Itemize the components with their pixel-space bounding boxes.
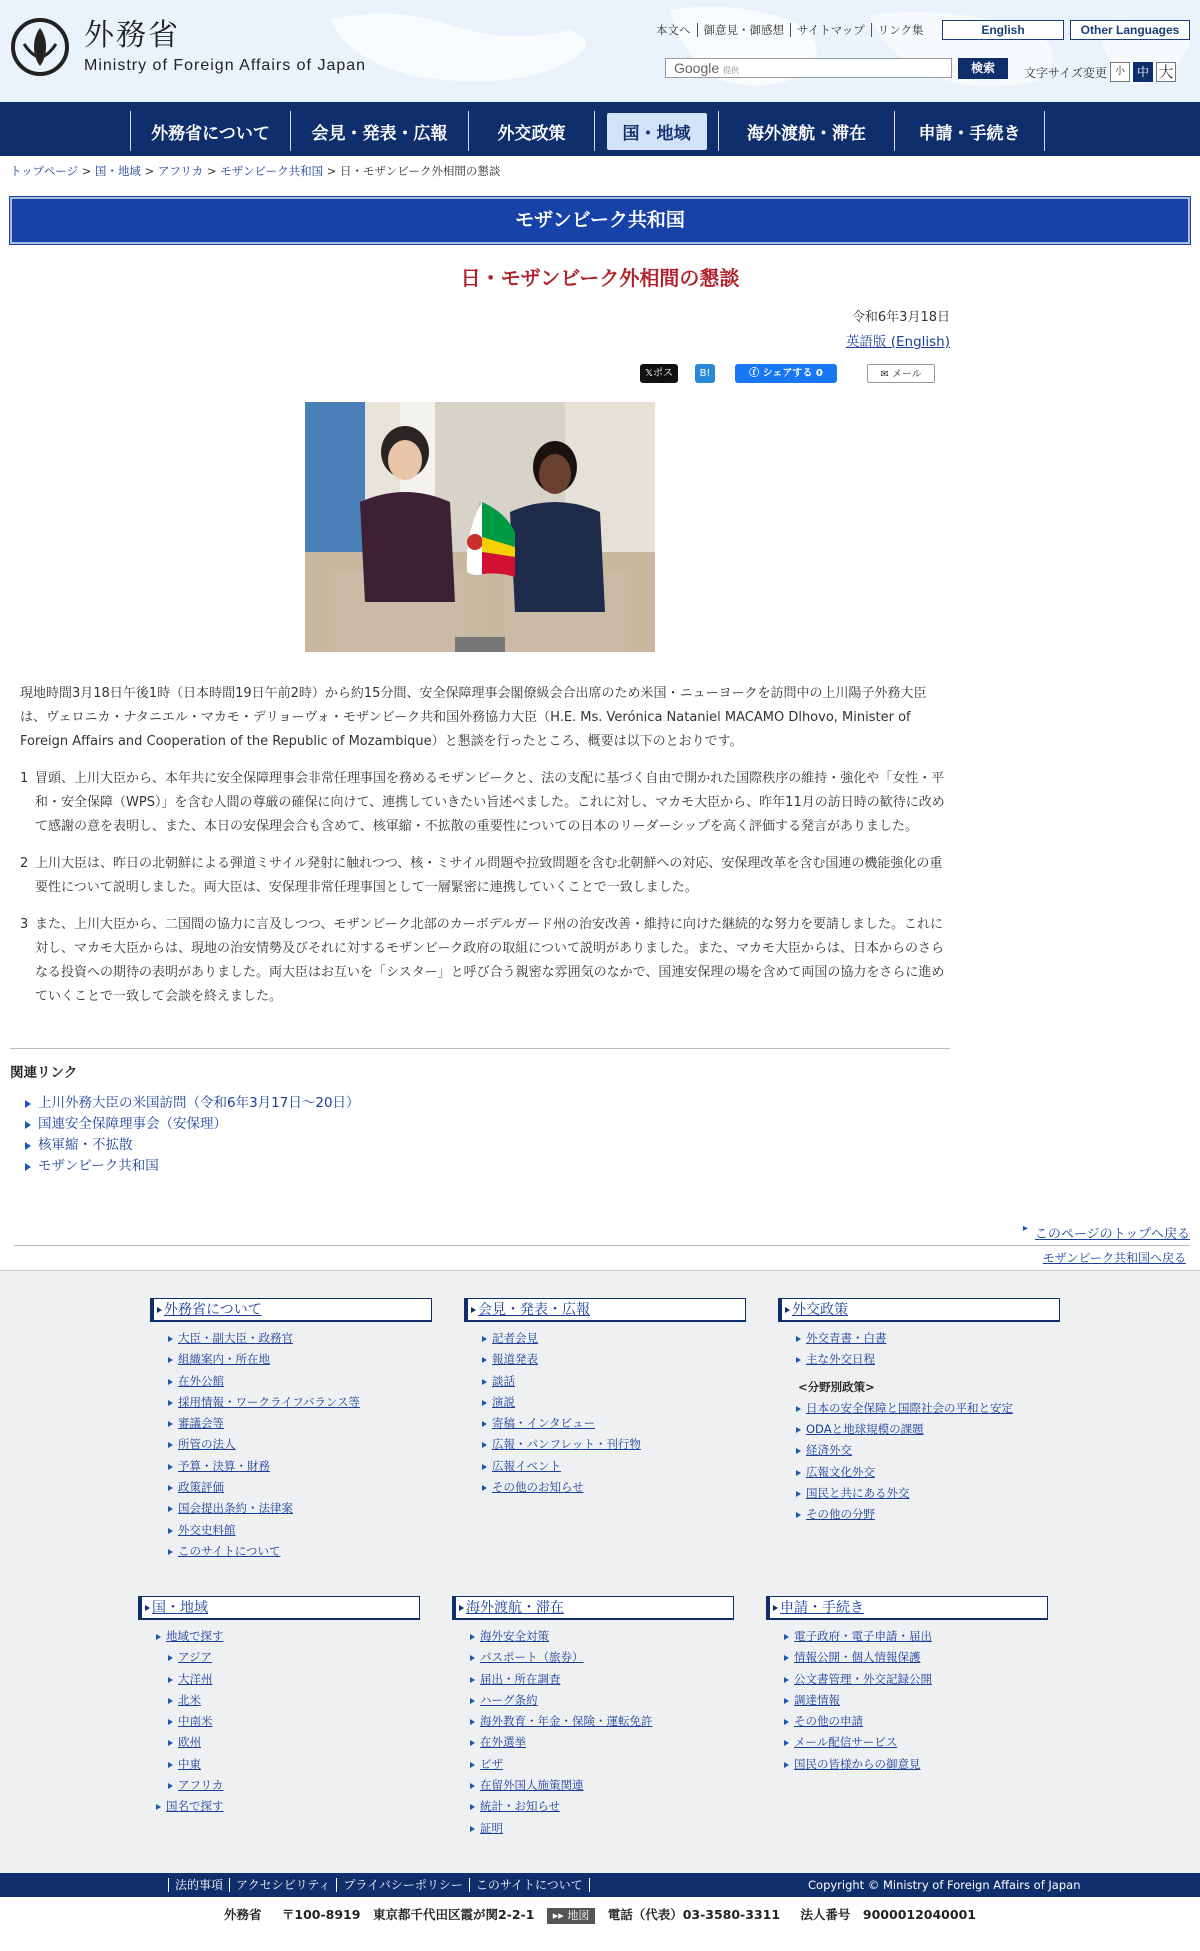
sitemap-link[interactable]: 外交史料館 bbox=[168, 1520, 432, 1541]
nav-label: 外務省について bbox=[151, 123, 270, 144]
related-link-text[interactable]: 国連安全保障理事会（安保理） bbox=[38, 1116, 227, 1132]
sitemap-link[interactable]: 演説 bbox=[482, 1392, 746, 1413]
legal-link[interactable]: 法的事項 bbox=[168, 1878, 229, 1892]
sitemap-link[interactable]: ODAと地球規模の課題 bbox=[796, 1419, 1060, 1440]
sitemap-link[interactable]: 報道発表 bbox=[482, 1349, 746, 1370]
item-number: 3 bbox=[20, 917, 29, 932]
sitemap-link[interactable]: 広報文化外交 bbox=[796, 1462, 1060, 1483]
nav-label: 申請・手続き bbox=[918, 123, 1021, 144]
article-item bbox=[20, 913, 950, 1009]
sitemap-link[interactable]: 在留外国人施策関連 bbox=[470, 1775, 734, 1796]
mofa-logo[interactable] bbox=[10, 16, 366, 78]
footer-sitemap bbox=[0, 1270, 1200, 1873]
sitemap-link[interactable]: ビザ bbox=[470, 1754, 734, 1775]
privacy-policy-link[interactable]: プライバシーポリシー bbox=[336, 1878, 468, 1892]
sitemap-sublink[interactable]: 北米 bbox=[156, 1690, 420, 1711]
sitemap-link[interactable]: メール配信サービス bbox=[784, 1732, 1048, 1753]
related-link-text[interactable]: 上川外務大臣の米国訪問（令和6年3月17日～20日） bbox=[38, 1095, 360, 1111]
footer-corp-number: 法人番号 9000012040001 bbox=[800, 1907, 976, 1922]
footer-org: 外務省 bbox=[224, 1907, 262, 1922]
sitemap-link[interactable]: その他の申請 bbox=[784, 1711, 1048, 1732]
sitemap-heading[interactable]: 海外渡航・滞在 bbox=[452, 1596, 734, 1620]
item-number: 1 bbox=[20, 771, 29, 786]
facebook-icon: ⓕ bbox=[749, 368, 763, 379]
sitemap-link[interactable]: 所管の法人 bbox=[168, 1434, 432, 1455]
accessibility-link[interactable]: アクセシビリティ bbox=[229, 1878, 336, 1892]
sitemap-col-countries bbox=[138, 1596, 420, 1818]
article-intro: 現地時間3月18日午後1時（日本時間19日午前2時）から約15分間、安全保障理事会閣僚級会合出席のため米国・ニューヨークを訪問中の上川陽子外務大臣は、ヴェロニカ・ナタニエル・マカモ・デリョーヴォ・モザンビーク共和国外務協力大臣（H.E. Ms. Verónica Nataniel MACAMO Dlhovo, Minister of Foreign Affairs and Cooperation of the Republic of Mozambique）と懇談を行ったところ、概要は以下のとおりです。 bbox=[20, 686, 927, 749]
back-to-country-link[interactable]: モザンビーク共和国へ戻る bbox=[1042, 1251, 1186, 1265]
nav-label: 海外渡航・滞在 bbox=[747, 123, 866, 144]
sitemap-link[interactable]: 公文書管理・外交記録公開 bbox=[784, 1669, 1048, 1690]
related-link[interactable] bbox=[25, 1114, 360, 1135]
related-link[interactable] bbox=[25, 1093, 360, 1114]
related-links-list bbox=[25, 1093, 360, 1177]
content-divider bbox=[10, 1048, 950, 1049]
hatena-bookmark-button[interactable]: B! bbox=[695, 364, 715, 383]
sitemap-link[interactable]: 主な外交日程 bbox=[796, 1349, 1060, 1370]
sitemap-link[interactable]: パスポート（旅券） bbox=[470, 1647, 734, 1668]
breadcrumb-mozambique[interactable]: モザンビーク共和国 bbox=[220, 164, 324, 178]
sitemap-col-press bbox=[464, 1298, 746, 1498]
sitemap-sublink[interactable]: 大洋州 bbox=[156, 1669, 420, 1690]
sitemap-section-label: <分野別政策> bbox=[798, 1379, 875, 1394]
meeting-photo bbox=[305, 402, 655, 652]
footer-phone: 電話（代表）03-3580-3311 bbox=[607, 1907, 781, 1922]
nav-about-ministry[interactable] bbox=[131, 111, 291, 151]
breadcrumb-countries[interactable]: 国・地域 bbox=[94, 164, 141, 178]
nav-countries-regions[interactable] bbox=[595, 111, 719, 151]
mail-icon: ✉ bbox=[880, 369, 892, 380]
font-size-switcher bbox=[1024, 62, 1176, 82]
item-text: 冒頭、上川大臣から、本年共に安全保障理事会非常任理事国を務めるモザンビークと、法の支配に基づく自由で開かれた国際秩序の維持・強化や「女性・平和・安全保障（WPS）」を含む人間の尊厳の確保に向けて、連携していきたい旨述べました。これに対し、マカモ大臣から、昨年11月の訪日時の歓待に改めて感謝の意を表明し、また、本日の安保理会合も含めて、核軍縮・不拡散の重要性についての日本のリーダーシップを高く評価する発言がありました。 bbox=[35, 771, 945, 834]
related-link[interactable] bbox=[25, 1135, 360, 1156]
sitemap-link[interactable]: このサイトについて bbox=[168, 1541, 432, 1562]
sitemap-heading[interactable]: 国・地域 bbox=[138, 1596, 420, 1620]
breadcrumb-top[interactable]: トップページ bbox=[10, 164, 78, 178]
sitemap-link[interactable]: 予算・決算・財務 bbox=[168, 1456, 432, 1477]
nav-applications[interactable] bbox=[895, 111, 1045, 151]
sitemap-link[interactable]: 採用情報・ワークライフバランス等 bbox=[168, 1392, 432, 1413]
site-header bbox=[0, 0, 1200, 102]
footer-postal-address: 〒100-8919 東京都千代田区霞が関2-2-1 bbox=[281, 1907, 535, 1922]
nav-label: 国・地域 bbox=[607, 113, 707, 150]
related-link[interactable] bbox=[25, 1156, 360, 1177]
sitemap-link[interactable]: 海外安全対策 bbox=[470, 1626, 734, 1647]
related-link-text[interactable]: 核軍縮・不拡散 bbox=[38, 1137, 133, 1153]
sitemap-link[interactable]: 国名で探す bbox=[156, 1796, 420, 1817]
sitemap-col-about bbox=[150, 1298, 432, 1562]
font-size-label: 文字サイズ変更 bbox=[1024, 65, 1108, 80]
sitemap-link[interactable]: 政策評価 bbox=[168, 1477, 432, 1498]
sitemap-link[interactable]: 経済外交 bbox=[796, 1440, 1060, 1461]
nav-travel-stay[interactable] bbox=[719, 111, 895, 151]
sitemap-link[interactable]: 調達情報 bbox=[784, 1690, 1048, 1711]
search-button[interactable]: 検索 bbox=[958, 58, 1008, 79]
sitemap-col-applications bbox=[766, 1596, 1048, 1775]
facebook-share-button[interactable] bbox=[735, 364, 837, 383]
sitemap-link[interactable]: 情報公開・個人情報保護 bbox=[784, 1647, 1048, 1668]
sitemap-link[interactable]: 国会提出条約・法律案 bbox=[168, 1498, 432, 1519]
sitemap-sublink[interactable]: アジア bbox=[156, 1647, 420, 1668]
item-number: 2 bbox=[20, 856, 29, 871]
sitemap-link[interactable]: 統計・お知らせ bbox=[470, 1796, 734, 1817]
sitemap-link[interactable]: 海外教育・年金・保険・運転免許 bbox=[470, 1711, 734, 1732]
about-site-link[interactable]: このサイトについて bbox=[469, 1878, 590, 1892]
facebook-share-label: シェアする 0 bbox=[762, 368, 823, 379]
item-text: また、上川大臣から、二国間の協力に言及しつつ、モザンビーク北部のカーボデルガード州の治安改善・維持に向けた継続的な努力を要請しました。これに対し、マカモ大臣からは、現地の治安情勢及びそれに対するモザンビーク政府の取組について説明がありました。また、マカモ大臣からは、日本からのさらなる投資への期待の表明がありました。両大臣はお互いを「シスター」と呼び合う親密な雰囲気のなかで、国連安保理の場を含めて両国の協力をさらに進めていくことで一致して会談を終えました。 bbox=[35, 917, 945, 1004]
sitemap-link[interactable]: 在外公館 bbox=[168, 1371, 432, 1392]
sitemap-link[interactable]: その他の分野 bbox=[796, 1504, 1060, 1525]
item-text: 上川大臣は、昨日の北朝鮮による弾道ミサイル発射に触れつつ、核・ミサイル問題や拉致問題を含む北朝鮮への対応、安保理改革を含む国連の機能強化の重要性について説明しました。両大臣は、安保理非常任理事国として一層緊密に連携していくことで一致しました。 bbox=[35, 856, 943, 895]
related-link-text[interactable]: モザンビーク共和国 bbox=[38, 1158, 159, 1174]
global-navigation bbox=[0, 102, 1200, 156]
logo-japanese: 外務省 bbox=[84, 18, 180, 53]
feedback-link[interactable]: 御意見・御感想 bbox=[698, 23, 792, 37]
sitemap-link[interactable]: 外交青書・白書 bbox=[796, 1328, 1060, 1349]
nav-press[interactable] bbox=[291, 111, 469, 151]
breadcrumb-current: 日・モザンビーク外相間の懇談 bbox=[340, 164, 501, 178]
article-body bbox=[20, 682, 950, 1022]
sitemap-link[interactable]: 寄稿・インタビュー bbox=[482, 1413, 746, 1434]
nav-label: 会見・発表・広報 bbox=[311, 123, 448, 144]
sitemap-heading[interactable]: 申請・手続き bbox=[766, 1596, 1048, 1620]
sitemap-link[interactable]: サイトマップ bbox=[791, 23, 872, 37]
sitemap-link[interactable]: 大臣・副大臣・政務官 bbox=[168, 1328, 432, 1349]
sitemap-link[interactable]: 証明 bbox=[470, 1818, 734, 1839]
footer-bar bbox=[0, 1873, 1200, 1897]
sitemap-link[interactable]: 国民の皆様からの御意見 bbox=[784, 1754, 1048, 1775]
sitemap-heading[interactable]: 外交政策 bbox=[778, 1298, 1060, 1322]
skip-to-content-link[interactable]: 本文へ bbox=[650, 23, 698, 37]
sitemap-col-travel bbox=[452, 1596, 734, 1839]
paulownia-emblem-icon bbox=[10, 16, 70, 78]
utility-links bbox=[650, 23, 930, 37]
sitemap-sublink[interactable]: 中南米 bbox=[156, 1711, 420, 1732]
page-title: 日・モザンビーク外相間の懇談 bbox=[460, 266, 740, 290]
sitemap-col-policy bbox=[778, 1298, 1060, 1526]
breadcrumb: トップページ > 国・地域 > アフリカ > モザンビーク共和国 > 日・モザンビーク外相間の懇談 bbox=[10, 164, 501, 178]
sitemap-link[interactable]: 広報・パンフレット・刊行物 bbox=[482, 1434, 746, 1455]
mail-label: メール bbox=[891, 369, 922, 380]
sitemap-heading[interactable]: 会見・発表・広報 bbox=[464, 1298, 746, 1322]
sitemap-sublink[interactable]: 欧州 bbox=[156, 1732, 420, 1753]
english-button[interactable]: English bbox=[942, 20, 1064, 40]
sitemap-link[interactable]: 組織案内・所在地 bbox=[168, 1349, 432, 1370]
english-version-link[interactable]: 英語版 (English) bbox=[845, 334, 950, 350]
footer-address bbox=[0, 1905, 1200, 1924]
country-title-banner: モザンビーク共和国 bbox=[10, 197, 1190, 244]
publish-date: 令和6年3月18日 bbox=[851, 310, 950, 325]
sitemap-link[interactable]: その他のお知らせ bbox=[482, 1477, 746, 1498]
font-size-medium-button[interactable]: 中 bbox=[1133, 62, 1153, 82]
sitemap-link[interactable]: 広報イベント bbox=[482, 1456, 746, 1477]
logo-english: Ministry of Foreign Affairs of Japan bbox=[84, 57, 367, 74]
nav-label: 外交政策 bbox=[497, 123, 566, 144]
related-links-heading: 関連リンク bbox=[10, 1065, 78, 1081]
map-button[interactable]: ▸▸ 地図 bbox=[547, 1908, 596, 1924]
links-collection-link[interactable]: リンク集 bbox=[877, 23, 924, 37]
breadcrumb-africa[interactable]: アフリカ bbox=[157, 164, 204, 178]
sitemap-link[interactable]: 日本の安全保障と国際社会の平和と安定 bbox=[796, 1398, 1060, 1419]
sitemap-link[interactable]: 記者会見 bbox=[482, 1328, 746, 1349]
google-provided-label: 提供 bbox=[722, 66, 739, 75]
other-languages-button[interactable]: Other Languages bbox=[1070, 20, 1190, 40]
sitemap-sublink[interactable]: 中東 bbox=[156, 1754, 420, 1775]
back-divider bbox=[14, 1245, 1190, 1246]
world-map-background bbox=[250, 0, 1200, 102]
back-to-top-link[interactable]: ▸ このページのトップへ戻る bbox=[1025, 1223, 1190, 1242]
nav-foreign-policy[interactable] bbox=[469, 111, 595, 151]
sitemap-link[interactable]: 届出・所在調査 bbox=[470, 1669, 734, 1690]
mail-share-button[interactable] bbox=[867, 364, 935, 383]
sitemap-link[interactable]: ハーグ条約 bbox=[470, 1690, 734, 1711]
sitemap-heading[interactable]: 外務省について bbox=[150, 1298, 432, 1322]
sitemap-link[interactable]: 国民と共にある外交 bbox=[796, 1483, 1060, 1504]
sitemap-link[interactable]: 電子政府・電子申請・届出 bbox=[784, 1626, 1048, 1647]
font-size-small-button[interactable]: 小 bbox=[1110, 62, 1130, 82]
article-item bbox=[20, 767, 950, 839]
sitemap-link[interactable]: 地域で探す bbox=[156, 1626, 420, 1647]
google-label: Google bbox=[674, 60, 720, 76]
copyright: Copyright © Ministry of Foreign Affairs of Japan bbox=[808, 1878, 1081, 1892]
font-size-large-button[interactable]: 大 bbox=[1156, 62, 1176, 82]
sitemap-link[interactable]: 談話 bbox=[482, 1371, 746, 1392]
sitemap-link[interactable]: 在外選挙 bbox=[470, 1732, 734, 1753]
sitemap-sublink[interactable]: アフリカ bbox=[156, 1775, 420, 1796]
sitemap-link[interactable]: 審議会等 bbox=[168, 1413, 432, 1434]
article-item bbox=[20, 852, 950, 900]
x-post-button[interactable]: 𝕏ポスト bbox=[640, 364, 678, 383]
search-input[interactable] bbox=[665, 58, 952, 78]
